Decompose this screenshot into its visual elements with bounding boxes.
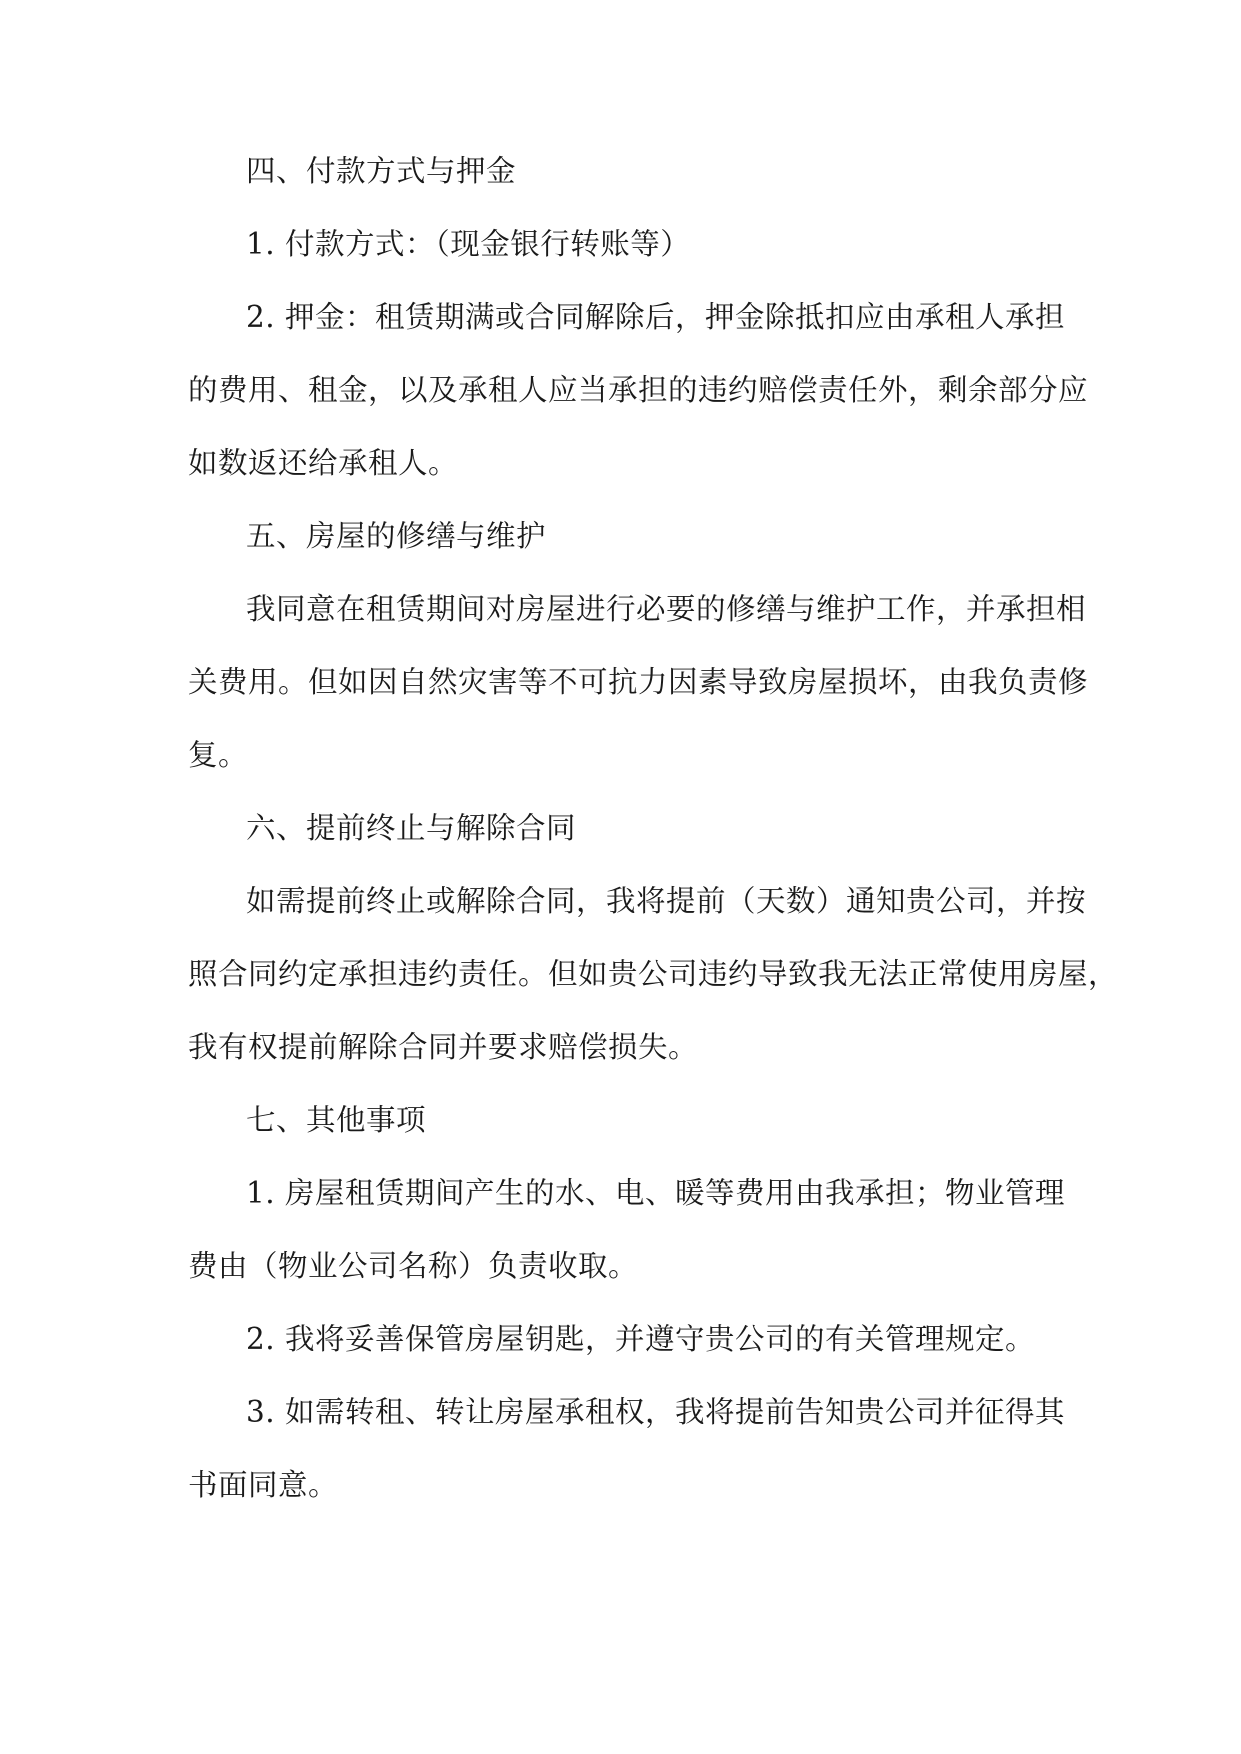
other-item-1-line-1: 1. 房屋租赁期间产生的水、电、暖等费用由我承担；物业管理 [246,1176,1066,1210]
maintenance-line-3: 复。 [188,738,249,772]
other-item-2: 2. 我将妥善保管房屋钥匙，并遵守贵公司的有关管理规定。 [246,1322,1036,1356]
section-heading-termination: 六、提前终止与解除合同 [246,811,577,845]
other-item-3-line-2: 书面同意。 [188,1468,339,1502]
other-item-1-line-2: 费由（物业公司名称）负责收取。 [188,1249,639,1283]
payment-method-item: 1. 付款方式：（现金银行转账等） [246,227,691,261]
maintenance-line-2: 关费用。但如因自然灾害等不可抗力因素导致房屋损坏，由我负责修 [188,665,1089,699]
maintenance-line-1: 我同意在租赁期间对房屋进行必要的修缮与维护工作，并承担相 [246,592,1087,626]
deposit-item-line-3: 如数返还给承租人。 [188,446,459,480]
termination-line-3: 我有权提前解除合同并要求赔偿损失。 [188,1030,699,1064]
section-heading-maintenance: 五、房屋的修缮与维护 [246,519,547,553]
termination-line-1: 如需提前终止或解除合同，我将提前（天数）通知贵公司，并按 [246,884,1087,918]
other-item-3-line-1: 3. 如需转租、转让房屋承租权，我将提前告知贵公司并征得其 [246,1395,1066,1429]
section-heading-payment: 四、付款方式与押金 [246,154,517,188]
termination-line-2: 照合同约定承担违约责任。但如贵公司违约导致我无法正常使用房屋， [188,957,1119,991]
section-heading-other: 七、其他事项 [246,1103,427,1137]
deposit-item-line-1: 2. 押金：租赁期满或合同解除后，押金除抵扣应由承租人承担 [246,300,1066,334]
deposit-item-line-2: 的费用、租金，以及承租人应当承担的违约赔偿责任外，剩余部分应 [188,373,1089,407]
